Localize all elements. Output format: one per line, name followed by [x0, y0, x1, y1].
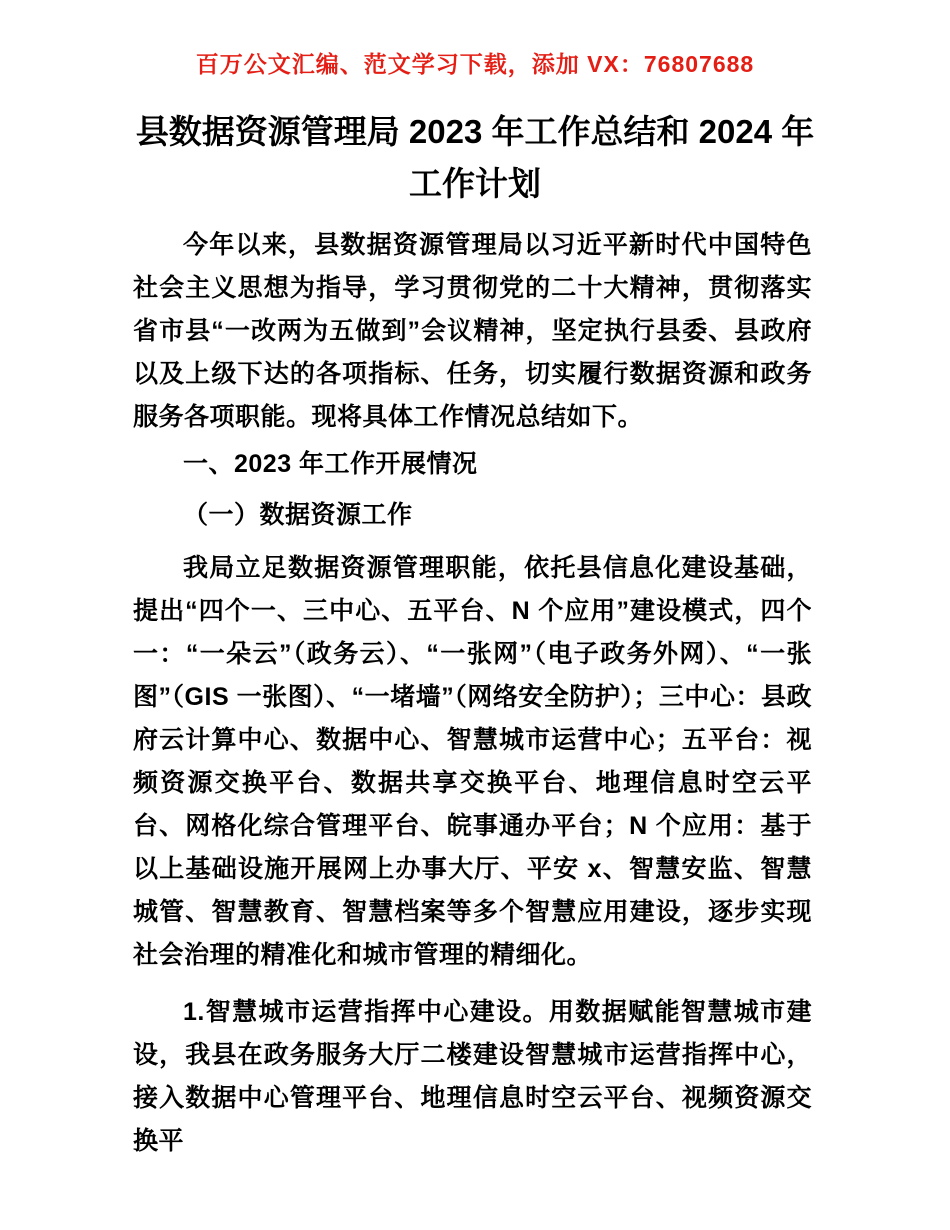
promo-banner: 百万公文汇编、范文学习下载，添加 VX：76807688: [195, 51, 755, 77]
heading-2023-work-overview: 一、2023 年工作开展情况: [183, 450, 478, 478]
paragraph-smart-city-center: 1.智慧城市运营指挥中心建设。用数据赋能智慧城市建设，我县在政务服务大厅二楼建设智慧城市运营指挥中心，接入数据中心管理平台、地理信息时空云平台、视频资源交换平: [133, 998, 812, 1155]
paragraph-intro: 今年以来，县数据资源管理局以习近平新时代中国特色社会主义思想为指导，学习贯彻党的二十大精神，贯彻落实省市县“一改两为五做到”会议精神，坚定执行县委、县政府以及上级下达的各项指标、任务，切实履行数据资源和政务服务各项职能。现将具体工作情况总结如下。: [133, 231, 812, 431]
heading-data-resource-work: （一）数据资源工作: [183, 501, 413, 529]
document-title: 县数据资源管理局 2023 年工作总结和 2024 年工作计划: [135, 113, 815, 202]
paragraph-construction-model: 我局立足数据资源管理职能，依托县信息化建设基础，提出“四个一、三中心、五平台、N 个应用”建设模式，四个一：“一朵云”（政务云）、“一张网”（电子政务外网）、“一张图”（GIS 一张图）、“一堵墙”（网络安全防护）；三中心：县政府云计算中心、数据中心、智慧城市运营中心；五平台：视频资源交换平台、数据共享交换平台、地理信息时空云平台、网格化综合管理平台、皖事通办平台；N 个应用：基于以上基础设施开展网上办事大厅、平安 x、智慧安监、智慧城管、智慧教育、智慧档案等多个智慧应用建设，逐步实现社会治理的精准化和城市管理的精细化。: [133, 554, 812, 969]
document-body: [0, 224, 950, 1163]
